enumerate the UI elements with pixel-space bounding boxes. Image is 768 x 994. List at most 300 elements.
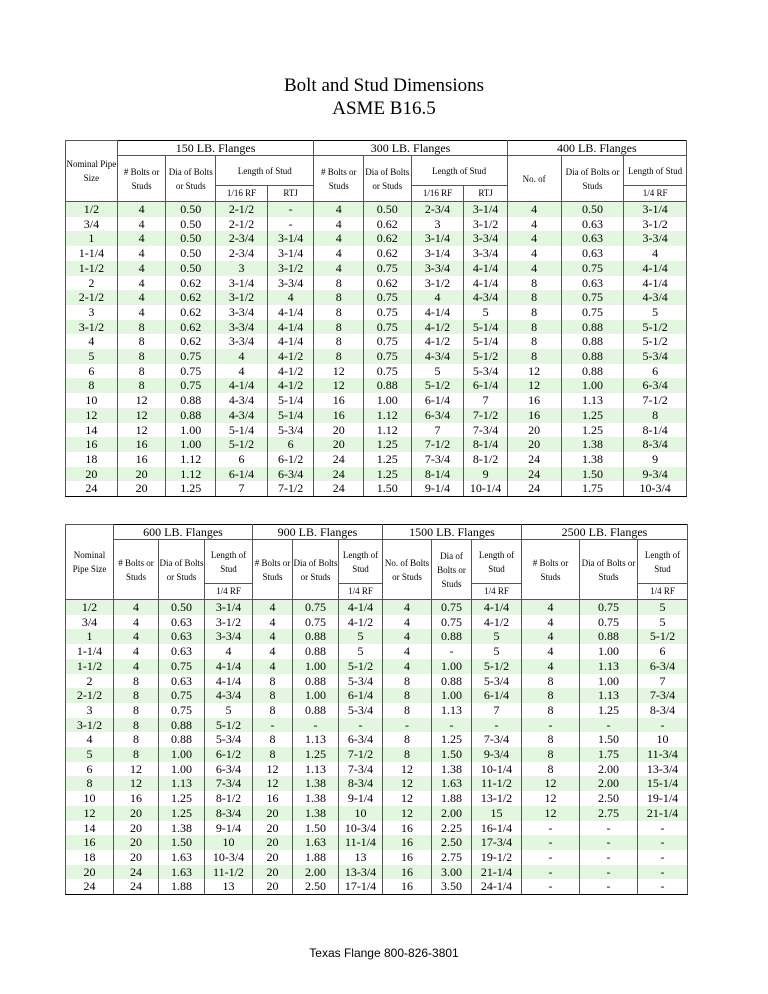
table-cell: 4-1/4 xyxy=(205,674,253,689)
table-cell: 16 xyxy=(383,850,432,865)
table-cell: 5-1/2 xyxy=(472,659,522,674)
table-cell: - xyxy=(472,718,522,733)
table-cell: 3.00 xyxy=(432,865,472,880)
group-header-900: 900 LB. Flanges xyxy=(253,525,383,540)
table-cell: 1.63 xyxy=(159,865,205,880)
table-cell: 1.25 xyxy=(364,437,412,452)
table-cell: 7 xyxy=(216,481,268,496)
table-cell: - xyxy=(522,718,580,733)
table-cell: 3-1/2 xyxy=(411,276,464,291)
table-cell: 24 xyxy=(507,452,561,467)
table-cell: 1.12 xyxy=(364,408,412,423)
table-cell: 3-1/4 xyxy=(411,246,464,261)
table-cell: 24 xyxy=(314,467,364,482)
table-cell: 20 xyxy=(253,821,293,836)
table-cell: 2.75 xyxy=(432,850,472,865)
table-cell: 5-1/2 xyxy=(339,659,383,674)
table-cell: 4 xyxy=(411,290,464,305)
table-cell: 16 xyxy=(253,791,293,806)
table-cell: 0.62 xyxy=(166,276,216,291)
table-cell: 4-1/4 xyxy=(205,659,253,674)
table-cell: 20 xyxy=(253,835,293,850)
table-cell: 3-3/4 xyxy=(411,261,464,276)
table-cell: 4 xyxy=(114,600,159,615)
table-cell: 5 xyxy=(411,364,464,379)
table-cell: 24 xyxy=(314,452,364,467)
table-cell: 1.63 xyxy=(293,835,339,850)
table-cell: 8 xyxy=(314,276,364,291)
table-cell: 3-3/4 xyxy=(205,629,253,644)
table-cell: 3-1/2 xyxy=(205,615,253,630)
table-cell: 0.88 xyxy=(561,320,624,335)
table-cell: 1.25 xyxy=(293,747,339,762)
length-header: Length of Stud xyxy=(205,540,253,584)
table-cell: 4-1/2 xyxy=(339,615,383,630)
table-cell: 1.25 xyxy=(561,408,624,423)
table-cell: 15-1/4 xyxy=(638,776,688,791)
table-cell: - xyxy=(580,835,638,850)
page-title: Bolt and Stud Dimensions xyxy=(283,75,485,96)
table-cell: 0.62 xyxy=(166,305,216,320)
table-cell: 4 xyxy=(314,231,364,246)
table-cell: - xyxy=(253,718,293,733)
pipe-size-cell: 1-1/2 xyxy=(66,261,118,276)
pipe-size-cell: 4 xyxy=(66,732,114,747)
table-cell: 24 xyxy=(114,879,159,894)
table-cell: 1.00 xyxy=(159,762,205,777)
table-cell: 1.25 xyxy=(159,791,205,806)
table-cell: 12 xyxy=(114,762,159,777)
table-cell: 4 xyxy=(117,202,166,217)
table-cell: 1.13 xyxy=(293,732,339,747)
group-header-300: 300 LB. Flanges xyxy=(314,141,507,156)
table-cell: 0.88 xyxy=(166,393,216,408)
table-cell: 1.25 xyxy=(364,467,412,482)
table-cell: 20 xyxy=(314,423,364,438)
table-cell: 0.75 xyxy=(159,703,205,718)
table-cell: - xyxy=(522,865,580,880)
table-cell: 1.50 xyxy=(293,821,339,836)
table-cell: 3-3/4 xyxy=(267,276,313,291)
table-cell: 11-1/2 xyxy=(205,865,253,880)
pipe-size-cell: 24 xyxy=(66,481,118,496)
table-cell: 0.63 xyxy=(561,217,624,232)
table-cell: 4 xyxy=(117,305,166,320)
table-row xyxy=(66,320,687,335)
table-cell: 6 xyxy=(216,452,268,467)
table-cell: - xyxy=(522,850,580,865)
table-cell: 1.88 xyxy=(432,791,472,806)
table-cell: 4 xyxy=(114,659,159,674)
table-cell: 5-1/4 xyxy=(464,334,507,349)
table-cell: 7-3/4 xyxy=(205,776,253,791)
table-row xyxy=(66,732,688,747)
pipe-size-cell: 2-1/2 xyxy=(66,290,118,305)
table-cell: 8 xyxy=(253,747,293,762)
pipe-size-cell: 6 xyxy=(66,364,118,379)
table-cell: 1.00 xyxy=(580,644,638,659)
table-cell: 1.75 xyxy=(561,481,624,496)
table-cell: 12 xyxy=(522,806,580,821)
table-cell: 10 xyxy=(339,806,383,821)
table-cell: 8-1/2 xyxy=(464,452,507,467)
table-row xyxy=(66,762,688,777)
table-cell: 1.50 xyxy=(364,481,412,496)
table-cell: 8 xyxy=(507,349,561,364)
table-cell: 9-3/4 xyxy=(624,467,687,482)
pipe-size-cell: 18 xyxy=(66,452,118,467)
table-cell: 6-3/4 xyxy=(205,762,253,777)
table-cell: 2.50 xyxy=(293,879,339,894)
table-cell: 8 xyxy=(114,747,159,762)
table-cell: 4 xyxy=(253,615,293,630)
table-cell: 4 xyxy=(253,600,293,615)
table-cell: 13-1/2 xyxy=(472,791,522,806)
table-cell: 4-1/4 xyxy=(472,600,522,615)
table-cell: 1.38 xyxy=(293,776,339,791)
table-cell: 8-1/4 xyxy=(624,423,687,438)
pipe-size-cell: 2 xyxy=(66,674,114,689)
table-cell: 1.25 xyxy=(561,423,624,438)
table-cell: 4-1/4 xyxy=(216,378,268,393)
table-cell: 12 xyxy=(117,408,166,423)
pipe-size-cell: 1 xyxy=(66,629,114,644)
table-cell: 4-3/4 xyxy=(624,290,687,305)
table-cell: 0.50 xyxy=(561,202,624,217)
table-cell: 5-1/2 xyxy=(205,718,253,733)
table-cell: 7-3/4 xyxy=(464,423,507,438)
table-cell: 24 xyxy=(507,481,561,496)
table-cell: 2-3/4 xyxy=(411,202,464,217)
table-cell: 20 xyxy=(507,423,561,438)
table-row xyxy=(66,835,688,850)
pipe-size-cell: 12 xyxy=(66,806,114,821)
table-cell: 1.13 xyxy=(580,688,638,703)
table-cell: 3 xyxy=(216,261,268,276)
table-cell: 8 xyxy=(117,334,166,349)
table-cell: 1.00 xyxy=(166,437,216,452)
table-cell: 12 xyxy=(117,423,166,438)
pipe-size-cell: 3/4 xyxy=(66,217,118,232)
pipe-size-cell: 3 xyxy=(66,703,114,718)
table-row xyxy=(66,674,688,689)
table-row xyxy=(66,364,687,379)
table-cell: 4 xyxy=(117,276,166,291)
bolt-table-600-900-1500-2500 xyxy=(65,524,688,895)
table-cell: 5 xyxy=(472,629,522,644)
table-cell: 4 xyxy=(114,615,159,630)
table-cell: 4-1/2 xyxy=(472,615,522,630)
table-row xyxy=(66,481,687,496)
table-cell: 0.88 xyxy=(166,408,216,423)
table-row xyxy=(66,659,688,674)
table-cell: 0.88 xyxy=(432,629,472,644)
table-cell: 5-1/2 xyxy=(624,334,687,349)
table-row xyxy=(66,378,687,393)
table-cell: 0.50 xyxy=(166,246,216,261)
table-cell: 0.50 xyxy=(166,217,216,232)
table-cell: 0.63 xyxy=(561,231,624,246)
table-cell: 1.00 xyxy=(364,393,412,408)
table-cell: 1.00 xyxy=(159,747,205,762)
table-cell: 7 xyxy=(638,674,688,689)
table-cell: 4 xyxy=(314,246,364,261)
table-cell: 4-3/4 xyxy=(411,349,464,364)
table-cell: 6-1/2 xyxy=(267,452,313,467)
table-cell: 8 xyxy=(522,674,580,689)
table-cell: 1.00 xyxy=(293,688,339,703)
table-cell: 2-1/2 xyxy=(216,202,268,217)
table-cell: 4 xyxy=(216,364,268,379)
table-cell: 1.13 xyxy=(561,393,624,408)
table-row xyxy=(66,393,687,408)
table-cell: 4 xyxy=(114,629,159,644)
table-cell: 8 xyxy=(117,378,166,393)
table-cell: 4 xyxy=(383,629,432,644)
pipe-size-cell: 16 xyxy=(66,437,118,452)
table-cell: 12 xyxy=(522,791,580,806)
pipe-size-cell: 3/4 xyxy=(66,615,114,630)
table-cell: 0.88 xyxy=(159,732,205,747)
pipe-size-cell: 6 xyxy=(66,762,114,777)
table-row xyxy=(66,334,687,349)
table-cell: 4 xyxy=(267,290,313,305)
table-cell: 5-1/4 xyxy=(267,408,313,423)
table-cell: 7-3/4 xyxy=(411,452,464,467)
table-cell: 20 xyxy=(507,437,561,452)
table-cell: 4 xyxy=(117,231,166,246)
table-cell: 16 xyxy=(114,791,159,806)
table-row xyxy=(66,718,688,733)
table-cell: 7-1/2 xyxy=(339,747,383,762)
table-cell: 5-1/4 xyxy=(464,320,507,335)
table-cell: 0.50 xyxy=(166,261,216,276)
table-cell: 0.75 xyxy=(293,615,339,630)
table-cell: - xyxy=(432,644,472,659)
table-cell: 4 xyxy=(205,644,253,659)
table-cell: 16 xyxy=(117,437,166,452)
table-cell: 10-3/4 xyxy=(339,821,383,836)
table-cell: 4-1/2 xyxy=(411,320,464,335)
table-cell: 4 xyxy=(507,202,561,217)
table-cell: 4 xyxy=(216,349,268,364)
table-cell: 6-1/4 xyxy=(216,467,268,482)
table-cell: 5-1/2 xyxy=(216,437,268,452)
table-cell: 8-1/4 xyxy=(411,467,464,482)
group-header-2500: 2500 LB. Flanges xyxy=(522,525,688,540)
dia-header: Dia of Bolts or Studs xyxy=(432,540,472,600)
table-cell: 8 xyxy=(314,305,364,320)
table-cell: 8 xyxy=(507,334,561,349)
table-cell: 4 xyxy=(314,261,364,276)
table-cell: 2-1/2 xyxy=(216,217,268,232)
table-cell: 16-1/4 xyxy=(472,821,522,836)
table-cell: 16 xyxy=(314,393,364,408)
table-cell: 0.75 xyxy=(364,334,412,349)
table-cell: 0.75 xyxy=(159,688,205,703)
table-cell: 12 xyxy=(383,806,432,821)
table-cell: 5-3/4 xyxy=(339,703,383,718)
table-cell: 12 xyxy=(522,776,580,791)
table-cell: 1.12 xyxy=(166,452,216,467)
table-cell: 4 xyxy=(522,644,580,659)
table-cell: 3-1/4 xyxy=(464,202,507,217)
bolt-table-150-300-400 xyxy=(65,140,687,497)
table-cell: - xyxy=(293,718,339,733)
pipe-size-cell: 5 xyxy=(66,349,118,364)
table-cell: 24 xyxy=(314,481,364,496)
table-cell: 8 xyxy=(522,762,580,777)
table-cell: 4-1/2 xyxy=(411,334,464,349)
table-cell: 9-1/4 xyxy=(339,791,383,806)
table-cell: 4 xyxy=(522,615,580,630)
table-cell: 5-1/2 xyxy=(638,629,688,644)
table-cell: 8 xyxy=(253,674,293,689)
table-row xyxy=(66,231,687,246)
table-cell: 7 xyxy=(472,703,522,718)
table-cell: 4-1/2 xyxy=(267,378,313,393)
footer-contact: Texas Flange 800-826-3801 xyxy=(309,946,459,960)
pipe-size-cell: 1-1/4 xyxy=(66,644,114,659)
table-cell: 8 xyxy=(114,718,159,733)
pipe-size-cell: 10 xyxy=(66,393,118,408)
table-cell: 8 xyxy=(522,703,580,718)
table-cell: 5-3/4 xyxy=(464,364,507,379)
table-cell: 8 xyxy=(253,688,293,703)
pipe-size-cell: 1/2 xyxy=(66,202,118,217)
table-cell: 1.00 xyxy=(432,659,472,674)
table-cell: 0.75 xyxy=(166,349,216,364)
table-cell: 8-1/2 xyxy=(205,791,253,806)
table-cell: - xyxy=(267,202,313,217)
table-row xyxy=(66,408,687,423)
table-cell: 3-1/4 xyxy=(267,231,313,246)
table-cell: 10-3/4 xyxy=(205,850,253,865)
bolts-header: # Bolts or Studs xyxy=(522,540,580,600)
group-header-600: 600 LB. Flanges xyxy=(114,525,253,540)
table-cell: 4 xyxy=(507,246,561,261)
pipe-size-cell: 10 xyxy=(66,791,114,806)
table-cell: 1.75 xyxy=(580,747,638,762)
table-cell: 8 xyxy=(114,703,159,718)
table-cell: 5-3/4 xyxy=(267,423,313,438)
table-cell: 20 xyxy=(117,481,166,496)
table-cell: 3 xyxy=(411,217,464,232)
table-cell: 2-3/4 xyxy=(216,246,268,261)
table-cell: 8 xyxy=(383,688,432,703)
table-cell: 4-1/4 xyxy=(624,276,687,291)
table-cell: 6-1/2 xyxy=(205,747,253,762)
table-cell: 1.00 xyxy=(166,423,216,438)
subheader-rf: 1/4 RF xyxy=(205,584,253,600)
table-row xyxy=(66,644,688,659)
table-cell: 3-3/4 xyxy=(216,320,268,335)
subheader-rf: 1/4 RF xyxy=(339,584,383,600)
table-cell: 4-1/2 xyxy=(267,349,313,364)
table-cell: 8-3/4 xyxy=(205,806,253,821)
table-cell: 4-1/4 xyxy=(464,261,507,276)
table-cell: 0.75 xyxy=(166,378,216,393)
table-cell: 6-3/4 xyxy=(267,467,313,482)
table-cell: 1.12 xyxy=(166,467,216,482)
table-cell: 0.75 xyxy=(561,305,624,320)
table-cell: - xyxy=(522,835,580,850)
table-cell: 1.63 xyxy=(159,850,205,865)
table-cell: 13 xyxy=(205,879,253,894)
table-row xyxy=(66,202,687,217)
table-cell: 3-1/4 xyxy=(205,600,253,615)
table-cell: - xyxy=(580,865,638,880)
table-cell: 9-3/4 xyxy=(472,747,522,762)
table-cell: 8 xyxy=(507,290,561,305)
table-cell: 10-1/4 xyxy=(464,481,507,496)
table-cell: 0.63 xyxy=(159,644,205,659)
table-row xyxy=(66,261,687,276)
pipe-size-cell: 2 xyxy=(66,276,118,291)
table-cell: 0.62 xyxy=(166,320,216,335)
table-cell: 10-1/4 xyxy=(472,762,522,777)
table-cell: 6-3/4 xyxy=(624,378,687,393)
dia-header: Dia of Bolts or Studs xyxy=(159,540,205,600)
table-cell: 4 xyxy=(522,629,580,644)
table-cell: 5-3/4 xyxy=(624,349,687,364)
table-cell: 5 xyxy=(205,703,253,718)
table-cell: 5 xyxy=(339,644,383,659)
length-header: Length of Stud xyxy=(472,540,522,584)
table-row xyxy=(66,629,688,644)
table-cell: 2.75 xyxy=(580,806,638,821)
table-cell: 12 xyxy=(117,393,166,408)
table-cell: 8 xyxy=(114,674,159,689)
table-cell: 17-1/4 xyxy=(339,879,383,894)
table-cell: 4-1/4 xyxy=(267,305,313,320)
table-cell: - xyxy=(522,821,580,836)
table-cell: 0.75 xyxy=(580,615,638,630)
dia-header: Dia of Bolts or Studs xyxy=(561,156,624,202)
table-cell: 8 xyxy=(522,747,580,762)
table-cell: 24-1/4 xyxy=(472,879,522,894)
table-cell: 16 xyxy=(383,865,432,880)
table-row xyxy=(66,879,688,894)
table-cell: 0.63 xyxy=(159,674,205,689)
table-cell: 2.00 xyxy=(580,762,638,777)
table-cell: 4-1/4 xyxy=(624,261,687,276)
table-cell: 2.00 xyxy=(580,776,638,791)
table-cell: 1.13 xyxy=(580,659,638,674)
table-cell: 4 xyxy=(383,600,432,615)
table-cell: 4 xyxy=(507,231,561,246)
table-cell: 0.88 xyxy=(293,629,339,644)
table-cell: 0.75 xyxy=(293,600,339,615)
table-cell: 5-1/4 xyxy=(267,393,313,408)
table-cell: - xyxy=(580,850,638,865)
table-cell: 4 xyxy=(114,644,159,659)
table-cell: 4 xyxy=(253,629,293,644)
table-row xyxy=(66,806,688,821)
table-cell: 4 xyxy=(253,644,293,659)
table-cell: 5 xyxy=(638,615,688,630)
table-cell: 0.75 xyxy=(561,290,624,305)
table-cell: 0.75 xyxy=(364,349,412,364)
pipe-size-cell: 14 xyxy=(66,821,114,836)
table-cell: 4-3/4 xyxy=(216,408,268,423)
table-row xyxy=(66,850,688,865)
table-cell: 4 xyxy=(522,659,580,674)
table-cell: 13-3/4 xyxy=(339,865,383,880)
table-cell: 0.88 xyxy=(159,718,205,733)
table-cell: 0.75 xyxy=(364,261,412,276)
table-cell: 19-1/2 xyxy=(472,850,522,865)
